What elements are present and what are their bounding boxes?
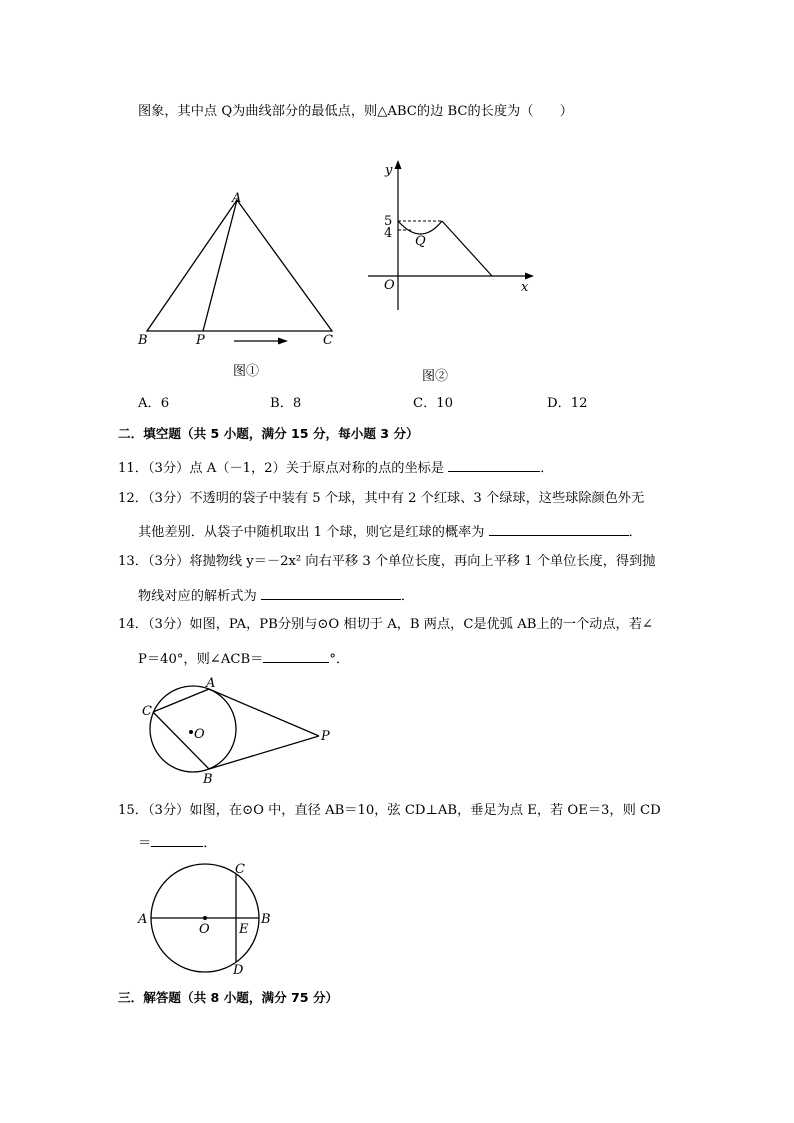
q11-text: 11．（3分）点 A（－1，2）关于原点对称的点的坐标是 [118, 461, 445, 476]
q11 [118, 457, 553, 478]
section-3-title: 三．解答题（共 8 小题，满分 75 分） [118, 990, 339, 1005]
q14-line2-text: P＝40°，则∠ACB＝ [138, 652, 264, 667]
option-a-value: 6 [160, 396, 170, 411]
q11-end: ． [540, 461, 554, 476]
q14-label-A: A [206, 676, 216, 691]
option-d [547, 395, 588, 413]
q14-label-O: O [194, 727, 205, 742]
fig2-label-y: y [385, 163, 393, 178]
figure-1-triangle [130, 185, 350, 385]
option-a-letter: A． [138, 396, 161, 411]
q15-end: ． [203, 836, 217, 851]
option-d-value: 12 [570, 396, 588, 411]
q12-line1: 12．（3分）不透明的袋子中装有 5 个球，其中有 2 个红球、3 个绿球，这些球除颜色外无 [118, 491, 645, 506]
q13-line1: 13．（3分）将抛物线 y＝－2x² 向右平移 3 个单位长度，再向上平移 1 个单位长度，得到抛 [118, 554, 656, 569]
q13-line2-text: 物线对应的解析式为 [138, 589, 257, 604]
q15-label-C: C [235, 862, 245, 877]
option-b-value: 8 [292, 396, 302, 411]
section-2-title: 二．填空题（共 5 小题，满分 15 分，每小题 3 分） [118, 426, 419, 441]
q15-label-A: A [138, 912, 148, 927]
option-b [270, 395, 301, 413]
q13-line2 [138, 585, 414, 606]
q15-label-O: O [199, 922, 210, 937]
q12-line2 [138, 521, 642, 542]
q14-label-B: B [203, 772, 213, 787]
q11-answer-blank[interactable] [448, 457, 540, 472]
q15-label-D: D [233, 963, 244, 978]
fig1-label-C: C [323, 333, 333, 348]
q10-intro: 图象，其中点 Q为曲线部分的最低点，则△ABC的边 BC的长度为（ ） [138, 104, 573, 119]
fig1-label-B: B [138, 333, 148, 348]
q15-label-E: E [239, 922, 249, 937]
fig2-label-Q: Q [415, 234, 426, 249]
figure-2-graph [360, 155, 550, 390]
q12-answer-blank[interactable] [489, 521, 629, 536]
option-b-letter: B． [270, 396, 293, 411]
option-c [413, 395, 453, 413]
q14-label-P: P [321, 729, 330, 744]
option-c-letter: C． [413, 396, 437, 411]
fig2-label-x: x [521, 280, 529, 295]
q15-answer-blank[interactable] [151, 832, 203, 847]
fig2-label-4: 4 [384, 226, 393, 241]
fig1-caption: 图① [233, 364, 260, 379]
q14-line1: 14．（3分）如图，PA，PB分别与⊙O 相切于 A，B 两点，C是优弧 AB上的一个动点，若∠ [118, 617, 653, 632]
q13-answer-blank[interactable] [261, 585, 401, 600]
fig2-caption: 图② [422, 369, 449, 384]
q15-line1: 15．（3分）如图，在⊙O 中，直径 AB＝10，弦 CD⊥AB，垂足为点 E，若 OE＝3，则 CD [118, 803, 661, 818]
q13-end: ． [400, 589, 415, 604]
fig2-label-O: O [384, 278, 395, 293]
q14-line2 [138, 648, 349, 669]
option-d-letter: D． [547, 396, 571, 411]
fig1-label-A: A [232, 191, 242, 206]
q14-end: °． [329, 652, 350, 667]
q15-line2-text: ＝ [138, 836, 152, 851]
q15-line2 [138, 832, 216, 853]
q14-label-C: C [142, 704, 152, 719]
q12-end: ． [628, 525, 642, 540]
q15-label-B: B [261, 912, 271, 927]
q12-line2-text: 其他差别．从袋子中随机取出 1 个球，则它是红球的概率为 [138, 525, 485, 540]
fig2-label-5: 5 [384, 214, 393, 229]
q15-figure-chord [135, 858, 280, 980]
option-c-value: 10 [436, 396, 454, 411]
q14-answer-blank[interactable] [263, 648, 329, 663]
q14-figure-tangent [135, 672, 340, 787]
fig1-label-P: P [196, 333, 205, 348]
option-a [138, 395, 169, 413]
